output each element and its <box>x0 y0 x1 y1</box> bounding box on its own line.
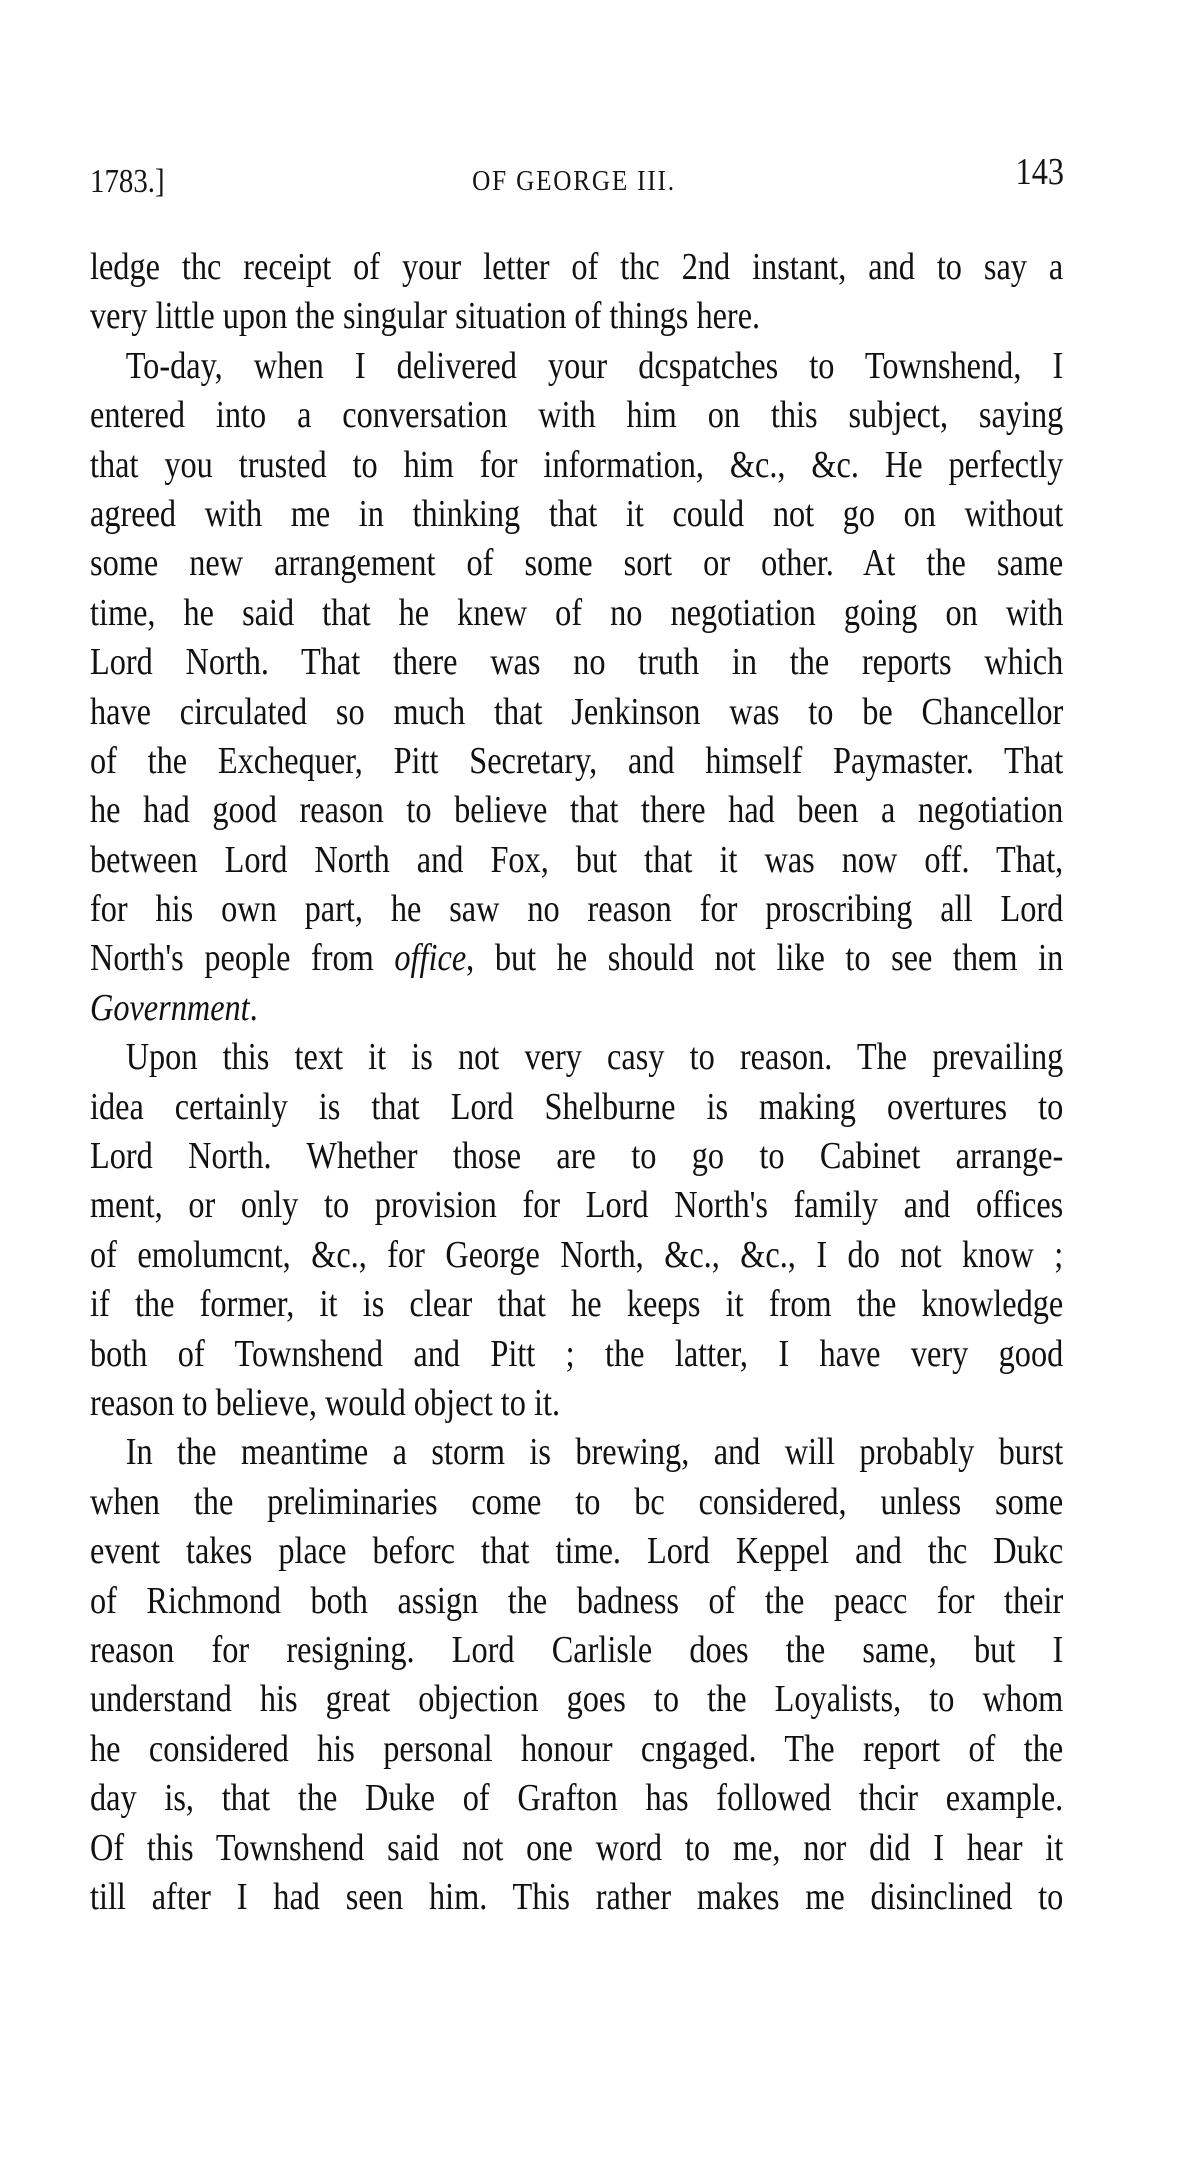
text-line: In the meantime a storm is brewing, and will probably burst <box>125 1431 1064 1474</box>
text-line: of emolumcnt, &c., for George North, &c., &c., I do not know ; <box>90 1233 1064 1276</box>
text-line: day is, that the Duke of Grafton has followed thcir example. <box>90 1777 1064 1820</box>
text-line: ledge thc receipt of your letter of thc 2nd instant, and to say a <box>90 246 1064 288</box>
text-segment: , but he should not like to see them in <box>466 937 1064 980</box>
text-line: till after I had seen him. This rather makes me disinclined to <box>90 1875 1064 1918</box>
body-text <box>90 243 1182 1922</box>
text-segment: North's people from <box>90 937 395 980</box>
text-line: of the Exchequer, Pitt Secretary, and himself Paymaster. That <box>90 739 1064 782</box>
text-line: reason to believe, would object to it. <box>90 1381 561 1424</box>
text-line: reason for resigning. Lord Carlisle does the same, but I <box>90 1628 1064 1671</box>
running-head-title: OF GEORGE III. <box>472 166 676 197</box>
text-line <box>90 984 1063 1033</box>
text-line: Upon this text it is not very casy to reason. The prevailing <box>125 1036 1064 1079</box>
text-line: idea certainly is that Lord Shelburne is making overtures to <box>90 1085 1064 1128</box>
text-line: if the former, it is clear that he keeps it from the knowledge <box>90 1283 1064 1326</box>
text-segment: . <box>249 986 258 1029</box>
text-line: agreed with me in thinking that it could not go on without <box>90 492 1064 535</box>
text-line: Lord North. Whether those are to go to Cabinet arrange- <box>90 1135 1064 1178</box>
running-head-year: 1783.] <box>90 163 165 200</box>
text-line <box>90 934 1063 983</box>
text-line: when the preliminaries come to bc considered, unless some <box>90 1480 1064 1523</box>
text-line: time, he said that he knew of no negotiation going on with <box>90 591 1064 634</box>
text-line: ment, or only to provision for Lord North's family and offices <box>90 1184 1064 1227</box>
italic-word: office <box>394 937 467 980</box>
text-line: of Richmond both assign the badness of the peacc for their <box>90 1579 1064 1622</box>
text-line: some new arrangement of some sort or other. At the same <box>90 542 1064 585</box>
page-number: 143 <box>1015 151 1064 193</box>
text-line: entered into a conversation with him on this subject, saying <box>90 394 1064 437</box>
text-line: Of this Townshend said not one word to me, nor did I hear it <box>90 1826 1064 1869</box>
italic-word: Government <box>90 986 250 1029</box>
text-line: he considered his personal honour cngaged. The report of the <box>90 1727 1064 1770</box>
text-line: event takes place beforc that time. Lord Keppel and thc Dukc <box>90 1530 1064 1573</box>
text-line: very little upon the singular situation of things here. <box>90 295 761 338</box>
text-line: Lord North. That there was no truth in the reports which <box>90 641 1064 684</box>
text-line: have circulated so much that Jenkinson was to be Chancellor <box>90 690 1064 733</box>
text-line: understand his great objection goes to the Loyalists, to whom <box>90 1678 1064 1721</box>
text-line: both of Townshend and Pitt ; the latter, I have very good <box>90 1332 1064 1375</box>
text-line: that you trusted to him for information, &c., &c. He perfectly <box>90 443 1064 486</box>
text-line: he had good reason to believe that there had been a negotiation <box>90 789 1064 832</box>
text-line: for his own part, he saw no reason for proscribing all Lord <box>90 888 1064 931</box>
text-line: between Lord North and Fox, but that it was now off. That, <box>90 838 1064 881</box>
text-line: To-day, when I delivered your dcspatches to Townshend, I <box>125 344 1064 387</box>
